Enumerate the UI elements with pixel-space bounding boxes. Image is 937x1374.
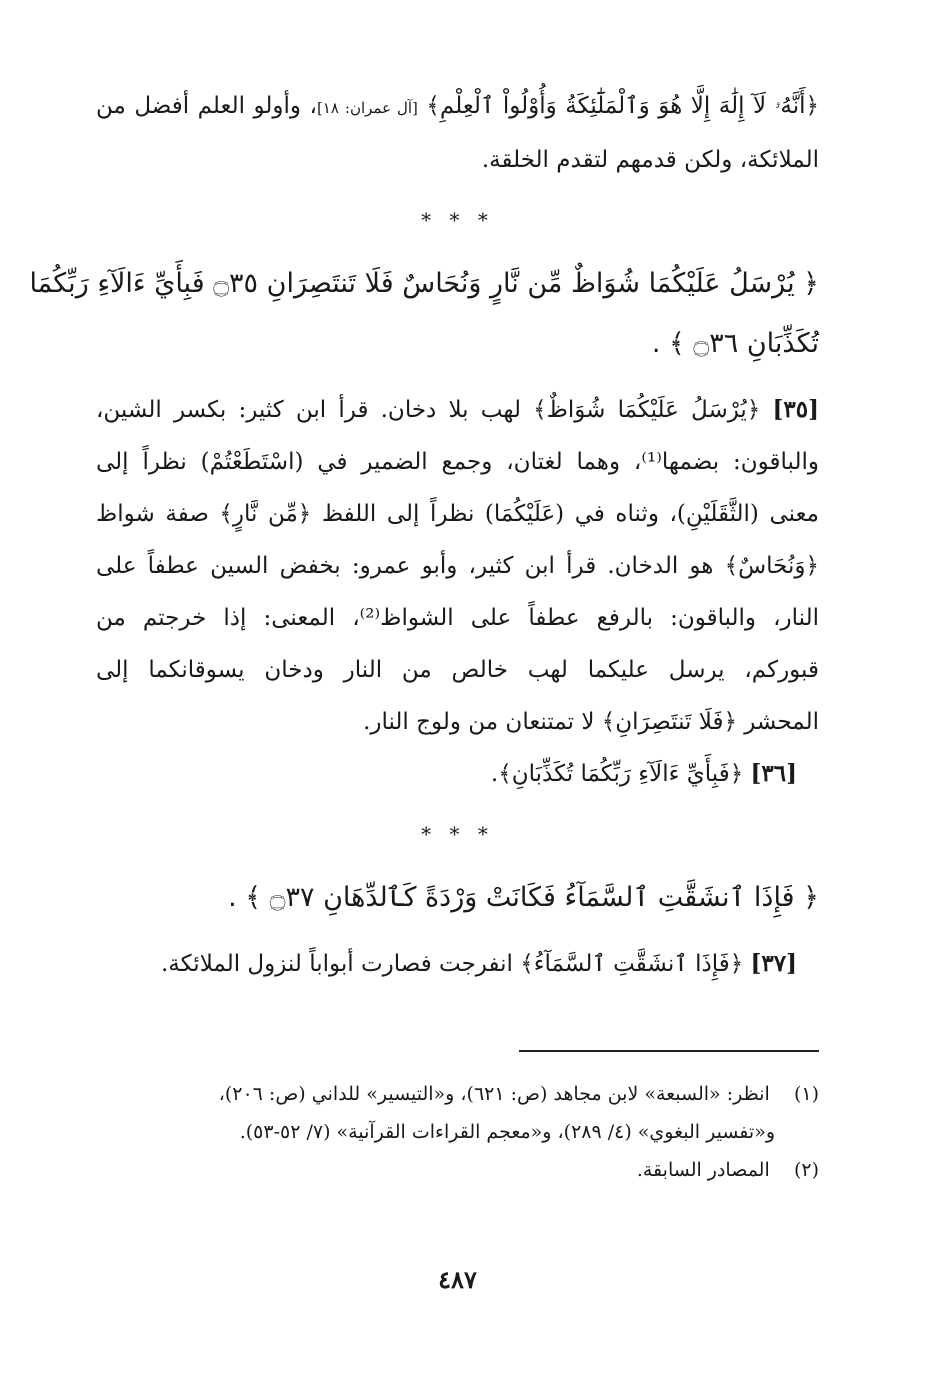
footnote-text: المصادر السابقة. xyxy=(636,1159,770,1181)
commentary-37 xyxy=(96,938,819,990)
commentary-text: ﴿يُرْسَلُ عَلَيْكُمَا شُوَاظٌ﴾ لهب بلا دخان. قرأ ابن كثير: بكسر الشين، xyxy=(96,397,761,423)
footnote-divider xyxy=(519,1050,819,1052)
commentary-35-line-5: النار، والباقون: بالرفع عطفاً على الشواظ⁽²⁾، المعنى: إذا خرجتم من xyxy=(96,605,819,631)
footnote-2 xyxy=(96,1151,819,1189)
footnote-1-line-2: و«تفسير البغوي» (٤/ ٢٨٩)، و«معجم القراءات القرآنية» (٧/ ٥٢-٥٣). xyxy=(239,1121,775,1143)
verse-line-2: تُكَذِّبَانِ ۝٣٦ ﴾ . xyxy=(651,328,819,359)
commentary-36 xyxy=(96,748,819,800)
quran-citation: [آل عمران: ١٨] xyxy=(316,99,418,117)
footnote-marker: (١) xyxy=(793,1083,819,1105)
commentary-text: ﴿فَإِذَا ٱنشَقَّتِ ٱلسَّمَآءُ﴾ انفرجت فصارت أبواباً لنزول الملائكة. xyxy=(160,951,744,977)
section-separator: * * * xyxy=(421,208,494,232)
footnote-text: انظر: «السبعة» لابن مجاهد (ص: ٦٢١)، و«التيسير» للداني (ص: ٢٠٦)، xyxy=(218,1083,770,1105)
page-body xyxy=(29,80,820,1334)
footnote-marker: (٢) xyxy=(793,1159,819,1181)
section-separator: * * * xyxy=(421,822,494,846)
footnote-1-line-1 xyxy=(96,1075,819,1113)
commentary-35-line-6: قبوركم، يرسل عليكما لهب خالص من النار ودخان يسوقانكما إلى xyxy=(96,657,819,683)
verse-number: [٣٧] xyxy=(750,950,797,977)
verse-number: [٣٥] xyxy=(772,396,820,423)
quran-quote: ﴿أَنَّهُۥ لَآ إِلَٰهَ إِلَّا هُوَ وَٱلْمَلَٰٓئِكَةُ وَأُوْلُواْ ٱلْعِلْمِ﴾ xyxy=(426,93,820,119)
commentary-35-line-3: معنى (الثَّقَلَيْنِ)، وثناه في (عَلَيْكُمَا) نظراً إلى اللفظ ﴿مِّن نَّارٍ﴾ صفة شواظ xyxy=(96,501,819,527)
commentary-35-line-1 xyxy=(96,384,819,436)
footnotes xyxy=(96,1075,819,1189)
commentary-35-line-7: المحشر ﴿فَلَا تَنتَصِرَانِ﴾ لا تمتنعان من ولوج النار. xyxy=(363,709,819,735)
verse-line-3: ﴿ فَإِذَا ٱنشَقَّتِ ٱلسَّمَآءُ فَكَانَتْ وَرْدَةً كَٱلدِّهَانِ ۝٣٧ ﴾ . xyxy=(228,882,819,913)
commentary-35-line-4: ﴿وَنُحَاسٌ﴾ هو الدخان. قرأ ابن كثير، وأبو عمرو: بخفض السين عطفاً على xyxy=(96,553,819,579)
verse-number: [٣٦] xyxy=(750,760,797,787)
paragraph-1-line-1 xyxy=(96,80,819,134)
commentary-35-line-2: والباقون: بضمها⁽¹⁾، وهما لغتان، وجمع الضمير في (اسْتَطَعْتُمْ) نظراً إلى xyxy=(96,449,819,475)
paragraph-1-line-2: الملائكة، ولكن قدمهم لتقدم الخلقة. xyxy=(481,147,819,173)
paragraph-text: ، وأولو العلم أفضل من xyxy=(96,93,317,119)
page-number: ٤٨٧ xyxy=(438,1265,477,1294)
commentary-text: ﴿فَبِأَيِّ ءَالَآءِ رَبِّكُمَا تُكَذِّبَانِ﴾. xyxy=(490,761,744,787)
verse-line-1: ﴿ يُرْسَلُ عَلَيْكُمَا شُوَاظٌ مِّن نَّارٍ وَنُحَاسٌ فَلَا تَنتَصِرَانِ ۝٣٥ فَبِأَيِّ ءَالَآءِ رَبِّكُمَا xyxy=(29,268,819,299)
